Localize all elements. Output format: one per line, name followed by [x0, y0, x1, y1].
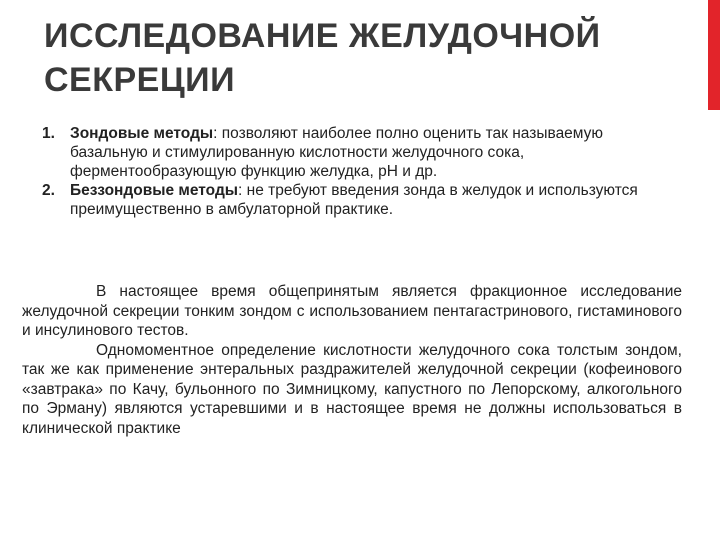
list-item-text: : не требуют введения зонда в желудок и используются преимущественно в амбулаторной практике.	[70, 182, 638, 218]
list-item-term: Зондовые методы	[70, 125, 214, 142]
list-item	[40, 124, 680, 181]
list-item-number: 1.	[42, 125, 55, 142]
list-item-number: 2.	[42, 182, 55, 199]
paragraph: В настоящее время общепринятым является фракционное исследование желудочной секреции тонким зондом с использованием пентагастринового, гистаминового и инсулинового тестов.	[22, 283, 682, 339]
slide-title: ИССЛЕДОВАНИЕ ЖЕЛУДОЧНОЙ СЕКРЕЦИИ	[44, 17, 601, 99]
accent-bar	[708, 0, 720, 110]
paragraph: Одномоментное определение кислотности желудочного сока толстым зондом, так же как применение энтеральных раздражителей желудочной секреции (кофеинового «завтрака» по Качу, бульонного по Зимницкому, капустного по Лепорскому, алкогольного по Эрману) являются устаревшими и в настоящее время не должны использоваться в клинической практике	[22, 341, 682, 437]
list-item	[40, 181, 680, 219]
list-item-text: : позволяют наиболее полно оценить так называемую базальную и стимулированную кислотности желудочного сока, ферментообразующую функцию желудка, рН и др.	[70, 125, 604, 180]
methods-list	[40, 124, 680, 219]
list-item-term: Беззондовые методы	[70, 182, 239, 199]
body-text	[22, 282, 682, 438]
